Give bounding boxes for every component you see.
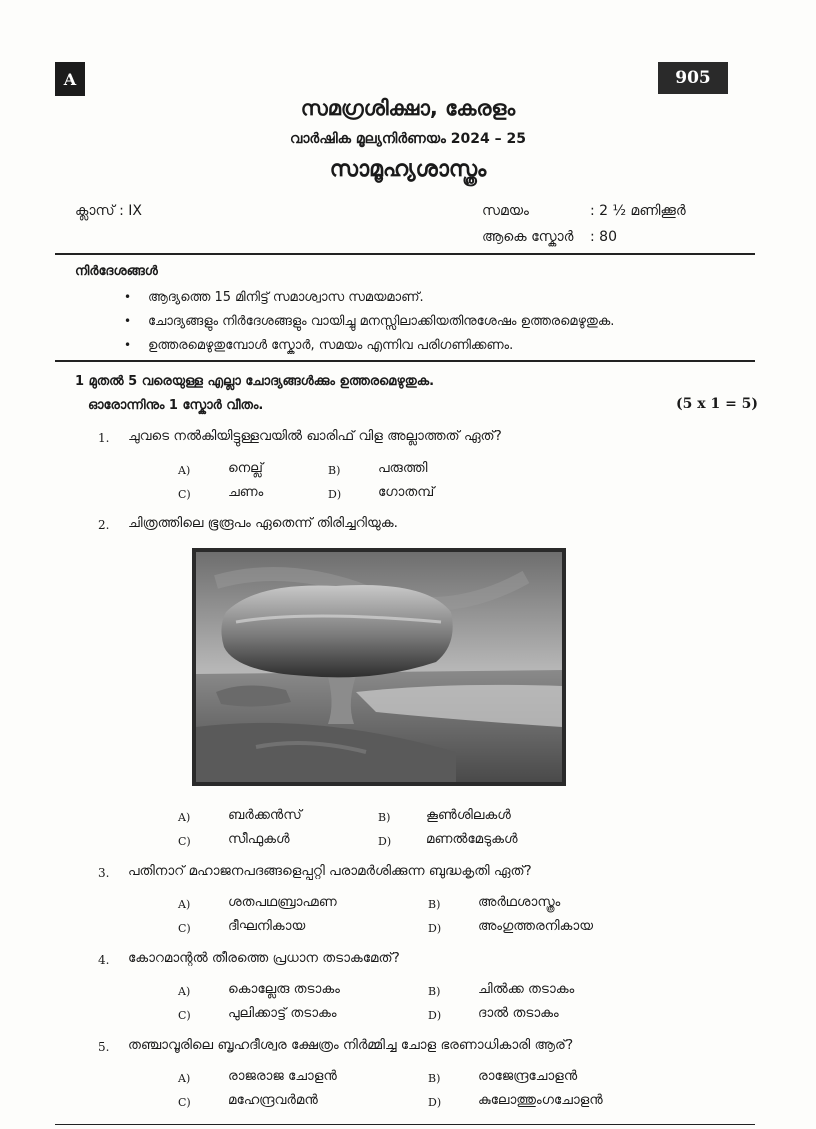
- section-subtitle: ഓരോന്നിനും 1 സ്കോർ വീതം.: [88, 398, 264, 413]
- mushroom-rock-illustration: [196, 552, 562, 782]
- q5-option-d-letter: D): [428, 1096, 442, 1109]
- q4-option-c-letter: C): [178, 1009, 191, 1022]
- q1-option-d-letter: D): [328, 488, 342, 501]
- q1-option-b-letter: B): [328, 464, 341, 477]
- question-code: 905: [675, 68, 711, 88]
- q2-option-a: ബർക്കൻസ്: [228, 807, 302, 823]
- q1-option-a-letter: A): [178, 464, 191, 477]
- q2-option-a-letter: A): [178, 811, 191, 824]
- q5-option-a: രാജരാജ ചോളൻ: [228, 1068, 337, 1084]
- question-2-number: 2.: [98, 518, 110, 532]
- q4-option-d: ദാൽ തടാകം: [478, 1005, 559, 1021]
- organization-title: സമഗ്രശിക്ഷാ, കേരളം: [300, 96, 516, 120]
- q5-option-b-letter: B): [428, 1072, 441, 1085]
- q3-option-d-letter: D): [428, 922, 442, 935]
- time-value: : 2 ½ മണിക്കൂർ: [590, 203, 686, 219]
- q5-option-c: മഹേന്ദ്രവർമൻ: [228, 1092, 318, 1108]
- q3-option-a-letter: A): [178, 898, 191, 911]
- bullet-icon: •: [124, 338, 132, 352]
- q3-option-c: ദീഘനികായ: [228, 918, 306, 934]
- section-marks: (5 x 1 = 5): [676, 396, 759, 412]
- question-code-badge: [658, 62, 728, 94]
- q4-option-a: കൊല്ലേരു തടാകം: [228, 981, 340, 997]
- bullet-icon: •: [124, 314, 132, 328]
- q2-option-b-letter: B): [378, 811, 391, 824]
- q2-option-b: കൂൺശിലകൾ: [426, 807, 511, 823]
- q1-option-a: നെല്ല്: [228, 460, 263, 476]
- q5-option-a-letter: A): [178, 1072, 191, 1085]
- q1-option-d: ഗോതമ്പ്: [378, 484, 435, 500]
- exam-title: വാർഷിക മൂല്യനിർണയം 2024 – 25: [290, 131, 526, 147]
- bullet-icon: •: [124, 290, 132, 304]
- question-3-number: 3.: [98, 866, 110, 880]
- q1-option-c: ചണം: [228, 484, 264, 500]
- footer-divider: [55, 1124, 755, 1125]
- q2-option-d: മണൽമേടുകൾ: [426, 831, 518, 847]
- q3-option-b-letter: B): [428, 898, 441, 911]
- mushroom-rock-photo: [192, 548, 566, 786]
- q4-option-b-letter: B): [428, 985, 441, 998]
- subject-title: സാമൂഹ്യശാസ്ത്രം: [329, 157, 487, 182]
- instruction-item: ചോദ്യങ്ങളും നിർദേശങ്ങളും വായിച്ചു മനസ്സിലാക്കിയതിനുശേഷം ഉത്തരമെഴുതുക.: [148, 314, 615, 329]
- section-title: 1 മുതൽ 5 വരെയുള്ള എല്ലാ ചോദ്യങ്ങൾക്കും ഉത്തരമെഴുതുക.: [75, 374, 435, 389]
- question-3-text: പതിനാറ് മഹാജനപദങ്ങളെപ്പറ്റി പരാമർശിക്കുന്ന ബുദ്ധകൃതി ഏത്?: [128, 863, 532, 879]
- class-label: ക്ലാസ് : IX: [75, 203, 142, 219]
- q4-option-a-letter: A): [178, 985, 191, 998]
- instructions-divider: [55, 360, 755, 362]
- q2-option-c-letter: C): [178, 835, 191, 848]
- q4-option-d-letter: D): [428, 1009, 442, 1022]
- question-5-text: തഞ്ചാവൂരിലെ ബൃഹദീശ്വര ക്ഷേത്രം നിർമ്മിച്ച ചോള ഭരണാധികാരി ആര്?: [128, 1037, 574, 1053]
- header-divider: [55, 253, 755, 255]
- instruction-item: ഉത്തരമെഴുതുമ്പോൾ സ്കോർ, സമയം എന്നിവ പരിഗണിക്കണം.: [148, 338, 514, 353]
- question-5-number: 5.: [98, 1040, 110, 1054]
- question-4-number: 4.: [98, 953, 110, 967]
- q3-option-d: അംഗുത്തരനികായ: [478, 918, 594, 934]
- q1-option-c-letter: C): [178, 488, 191, 501]
- time-label: സമയം: [482, 203, 529, 219]
- q3-option-b: അർഥശാസ്ത്രം: [478, 894, 561, 910]
- q5-option-b: രാജേന്ദ്രചോളൻ: [478, 1068, 578, 1084]
- question-1-text: ചുവടെ നൽകിയിട്ടുള്ളവയിൽ ഖാരിഫ് വിള അല്ലാത്തത് ഏത്?: [128, 428, 502, 444]
- q4-option-c: പുലിക്കാട്ട് തടാകം: [228, 1005, 337, 1021]
- q2-option-d-letter: D): [378, 835, 392, 848]
- score-value: : 80: [590, 229, 617, 245]
- set-label-badge: [55, 62, 85, 96]
- instruction-item: ആദ്യത്തെ 15 മിനിട്ട് സമാശ്വാസ സമയമാണ്.: [148, 290, 424, 305]
- q4-option-b: ചിൽക്ക തടാകം: [478, 981, 575, 997]
- instructions-heading: നിർദേശങ്ങൾ: [75, 264, 158, 279]
- q3-option-a: ശതപഥബ്രാഹ്മണ: [228, 894, 337, 910]
- question-2-text: ചിത്രത്തിലെ ഭൂരൂപം ഏതെന്ന് തിരിച്ചറിയുക.: [128, 515, 398, 531]
- question-1-number: 1.: [98, 431, 110, 445]
- q5-option-d: കുലോത്തുംഗചോളൻ: [478, 1092, 603, 1108]
- q5-option-c-letter: C): [178, 1096, 191, 1109]
- q1-option-b: പരുത്തി: [378, 460, 428, 476]
- score-label: ആകെ സ്കോർ: [482, 229, 574, 245]
- q3-option-c-letter: C): [178, 922, 191, 935]
- question-4-text: കോറമാന്റൽ തീരത്തെ പ്രധാന തടാകമേത്?: [128, 950, 400, 966]
- q2-option-c: സീഫുകൾ: [228, 831, 290, 847]
- set-label: A: [63, 69, 77, 89]
